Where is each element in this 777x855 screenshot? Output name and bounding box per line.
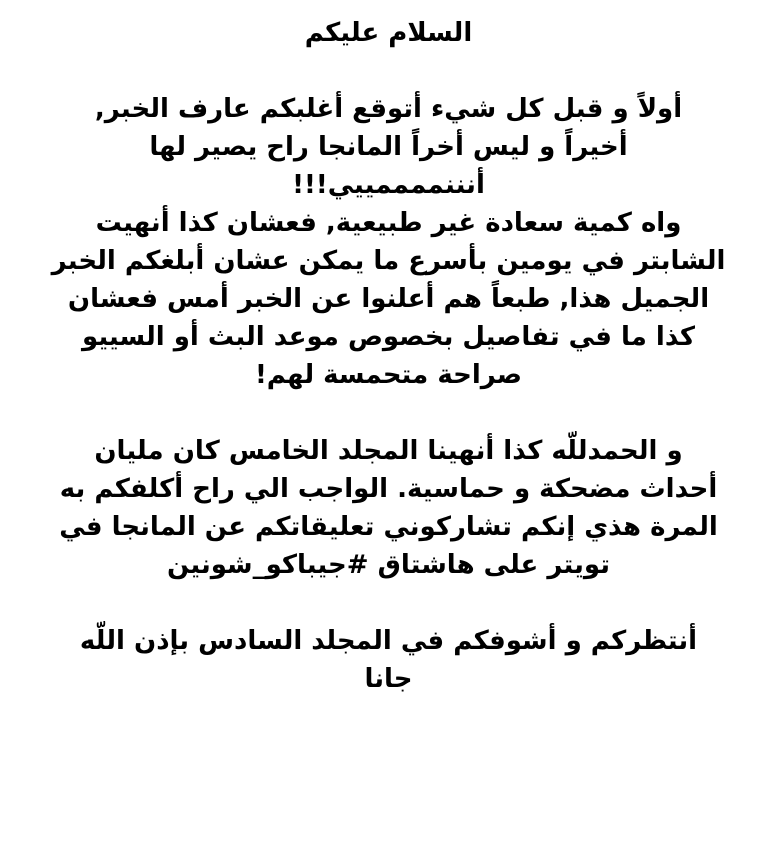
text-line: الشابتر في يومين بأسرع ما يمكن عشان أبلغكم الخبر [51, 246, 726, 276]
text-line: واه كمية سعادة غير طبيعية, فعشان كذا أنهيت [95, 208, 682, 238]
paragraph-volume-five [20, 432, 757, 584]
text-line: أخيراً و ليس أخراً المانجا راح يصير لها [149, 132, 628, 162]
paragraph-spacer [20, 584, 757, 622]
text-line: أنننممممييي!!! [292, 170, 485, 200]
greeting-line: السلام عليكم [304, 18, 473, 48]
text-line: أولاً و قبل كل شيء أتوقع أغلبكم عارف الخبر, [94, 94, 683, 124]
signature-line: جانا [364, 664, 413, 694]
text-line: أنتظركم و أشوفكم في المجلد السادس بإذن اللّه [79, 626, 698, 656]
paragraph-closing [20, 622, 757, 698]
text-line: تويتر على هاشتاق #جيباكو_شونين [166, 550, 610, 580]
text-line: أحداث مضحكة و حماسية. الواجب الي راح أكلفكم به [59, 474, 718, 504]
text-line: المرة هذي إنكم تشاركوني تعليقاتكم عن المانجا في [59, 512, 718, 542]
paragraph-announcement [20, 90, 757, 204]
paragraph-spacer [20, 52, 757, 90]
text-line: صراحة متحمسة لهم! [254, 360, 523, 390]
text-line: كذا ما في تفاصيل بخصوص موعد البث أو السييو [82, 322, 695, 352]
text-line: الجميل هذا, طبعاً هم أعلنوا عن الخبر أمس فعشان [67, 284, 710, 314]
text-line: و الحمدللّه كذا أنهينا المجلد الخامس كان مليان [94, 436, 683, 466]
document-body [20, 14, 757, 698]
paragraph-spacer [20, 394, 757, 432]
paragraph-excitement [20, 204, 757, 394]
